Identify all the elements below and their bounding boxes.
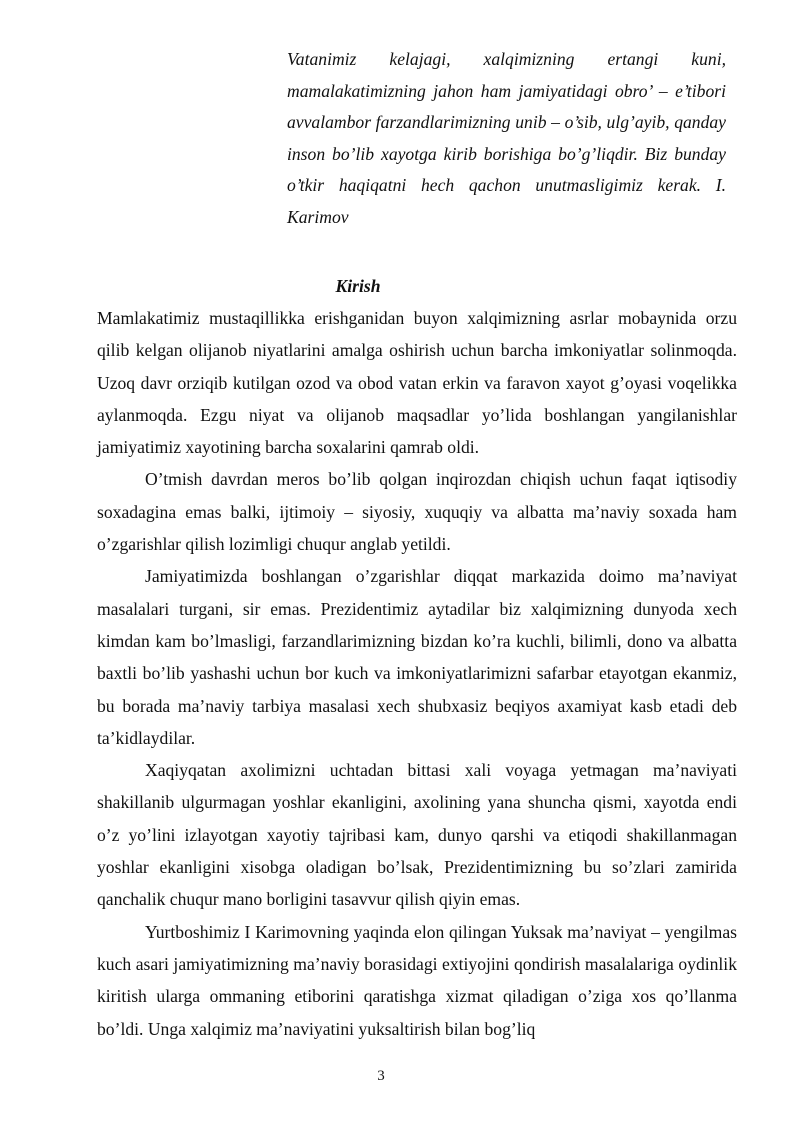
epigraph-quote: Vatanimiz kelajagi, xalqimizning ertangi kuni, mamalakatimizning jahon ham jamiyatidagi obro’ – e’tibori avvalambor farzandlarimizning unib – o’sib, ulg’ayib, qanday inson bo’lib xayotga kirib borishiga bo’g’liqdir. Biz bunday o’tkir haqiqatni hech qachon unutmasligimiz kerak. I. Karimov <box>287 49 726 227</box>
paragraph: Jamiyatimizda boshlangan o’zgarishlar diqqat markazida doimo ma’naviyat masalalari turgani, sir emas. Prezidentimiz aytadilar biz xalqimizning dunyoda xech kimdan kam bo’lmasligi, farzandlarimizning bizdan ko’ra kuchli, bilimli, dono va albatta baxtli bo’lib yashashi uchun bor kuch va imkoniyatlarimizni safarbar etayotgan ekanmiz, bu borada ma’naviy tarbiya masalasi xech shubxasiz beqiyos axamiyat kasb etadi deb ta’kidlaydilar. <box>97 566 737 748</box>
paragraph: Mamlakatimiz mustaqillikka erishganidan buyon xalqimizning asrlar mobaynida orzu qilib kelgan olijanob niyatlarini amalga oshirish uchun barcha imkoniyatlar solinmoqda. Uzoq davr orziqib kutilgan ozod va obod vatan erkin va faravon xayot g’oyasi voqelikka aylanmoqda. Ezgu niyat va olijanob maqsadlar yo’lida boshlangan yangilanishlar jamiyatimiz xayotining barcha soxalarini qamrab oldi. <box>97 308 737 458</box>
page-number: 3 <box>377 1068 385 1084</box>
section-title: Kirish <box>335 276 381 296</box>
paragraph: Yurtboshimiz I Karimovning yaqinda elon qilingan Yuksak ma’naviyat – yengilmas kuch asari jamiyatimizning ma’naviy borasidagi extiyojini qondirish masalalariga oydinlik kiritish ularga ommaning etiborini qaratishga xizmat qiladigan o’ziga xos qo’llanma bo’ldi. Unga xalqimiz ma’naviyatini yuksaltirish bilan bog’liq <box>97 921 737 1039</box>
body-text <box>97 302 737 1045</box>
paragraph: Xaqiyqatan axolimizni uchtadan bittasi xali voyaga yetmagan ma’naviyati shakillanib ulgurmagan yoshlar ekanligini, axolining yana shuncha qismi, xayotda endi o’z yo’lini izlayotgan xayotiy tajribasi kam, dunyo qarshi va etiqodi shakillanmagan yoshlar ekanligini xisobga oladigan bo’lsak, Prezidentimizning bu so’zlari zamirida qanchalik chuqur mano borligini tasavvur qilish qiyin emas. <box>97 760 737 910</box>
paragraph: O’tmish davrdan meros bo’lib qolgan inqirozdan chiqish uchun faqat iqtisodiy soxadagina emas balki, ijtimoiy – siyosiy, xuquqiy va albatta ma’naviy soxada ham o’zgarishlar qilish lozimligi chuqur anglab yetildi. <box>97 469 737 555</box>
